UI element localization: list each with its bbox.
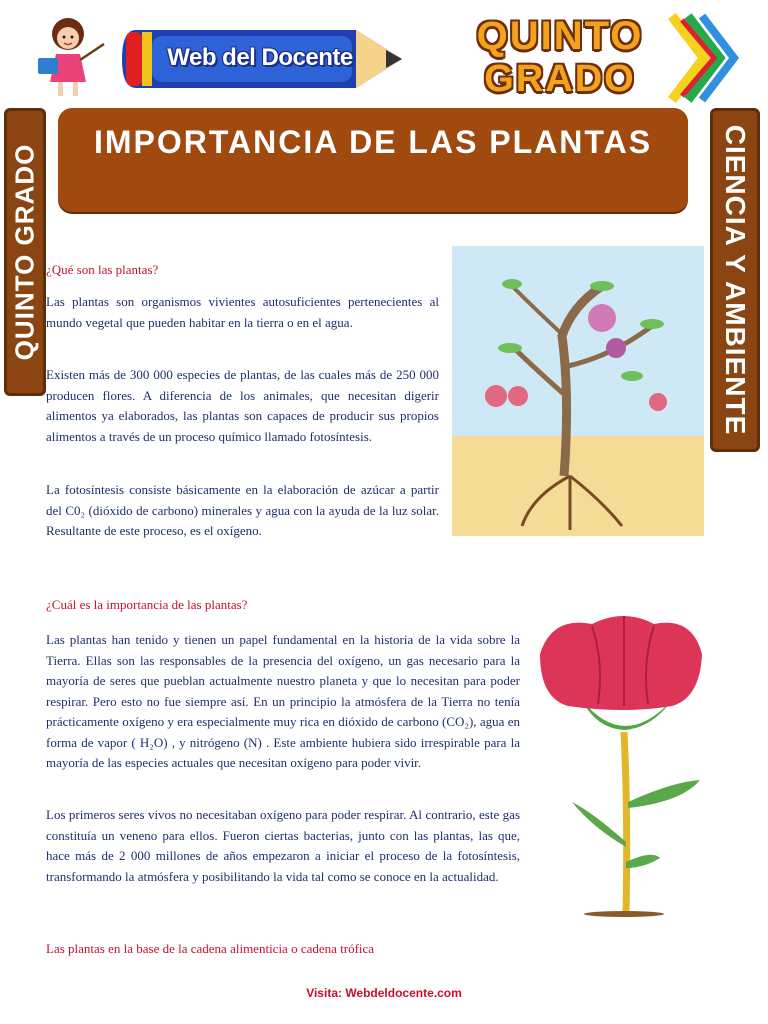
- site-logo-text: Web del Docente: [167, 44, 353, 71]
- section1-question: ¿Qué son las plantas?: [46, 262, 159, 277]
- section1-paragraph-2: Existen más de 300 000 especies de plantas, de las cuales más de 250 000 producen flores. A diferencia de los animales, que necesitan digerir alimentos ya elaborados, las plantas son capaces de producir sus propios alimentos a través de un proceso químico llamado fotosíntesis.: [46, 367, 439, 444]
- flower-illustration-icon: [532, 612, 710, 918]
- left-sidebar-label: QUINTO GRADO: [9, 143, 40, 361]
- teacher-mascot-icon: [30, 14, 110, 100]
- section2-paragraph-1: Las plantas han tenido y tienen un papel fundamental en la historia de la vida sobre la Tierra. Ellas son las responsables de la presencia del oxígeno, un gas necesario para la mayoría de seres que pueblan actualmente nuestro planeta y que lo necesitan para poder respirar. Pero esto no fue siempre así. En un principio la atmósfera de la Tierra no tenía prácticamente oxígeno y era especialmente muy rica en dióxido de carbono (CO₂), agua en forma de vapor ( H₂O) , y nitrógeno (N) . Este ambiente hubiera sido irrespirable para la mayoría de las especies actuales que necesitan oxígeno para poder vivir.: [46, 632, 520, 770]
- right-sidebar-label: CIENCIA Y AMBIENTE: [720, 124, 751, 436]
- grade-banner-line2: GRADO: [484, 58, 636, 100]
- footer-link[interactable]: Visita: Webdeldocente.com: [306, 986, 462, 1000]
- section1-paragraph-1: Las plantas son organismos vivientes autosuficientes pertenecientes al mundo vegetal que pueden habitar en la tierra o en el agua.: [46, 294, 439, 330]
- right-subject-sidebar: [710, 108, 760, 452]
- grade-banner-line1: QUINTO: [476, 14, 644, 58]
- plant-illustration-icon: [452, 246, 704, 536]
- page-title: IMPORTANCIA DE LAS PLANTAS: [93, 124, 653, 160]
- section3-question: Las plantas en la base de la cadena alimenticia o cadena trófica: [46, 941, 375, 956]
- section2-question: ¿Cuál es la importancia de las plantas?: [46, 597, 248, 612]
- left-grade-sidebar: [4, 108, 46, 396]
- section2-paragraph-2: Los primeros seres vivos no necesitaban oxígeno para poder respirar. Al contrario, este gas constituía un veneno para ellos. Fueron ciertas bacterias, junto con las plantas, las que, hace más de 2 000 millones de años empezaron a iniciar el proceso de la fotosíntesis, transformando la atmósfera y posibilitando la vida tal como se conoce en la actualidad.: [46, 807, 520, 884]
- section1-paragraph-3: La fotosíntesis consiste básicamente en la elaboración de azúcar a partir del C0₂ (dióxido de carbono) minerales y agua con la ayuda de la luz solar. Resultante de este proceso, es el oxígeno.: [46, 482, 439, 538]
